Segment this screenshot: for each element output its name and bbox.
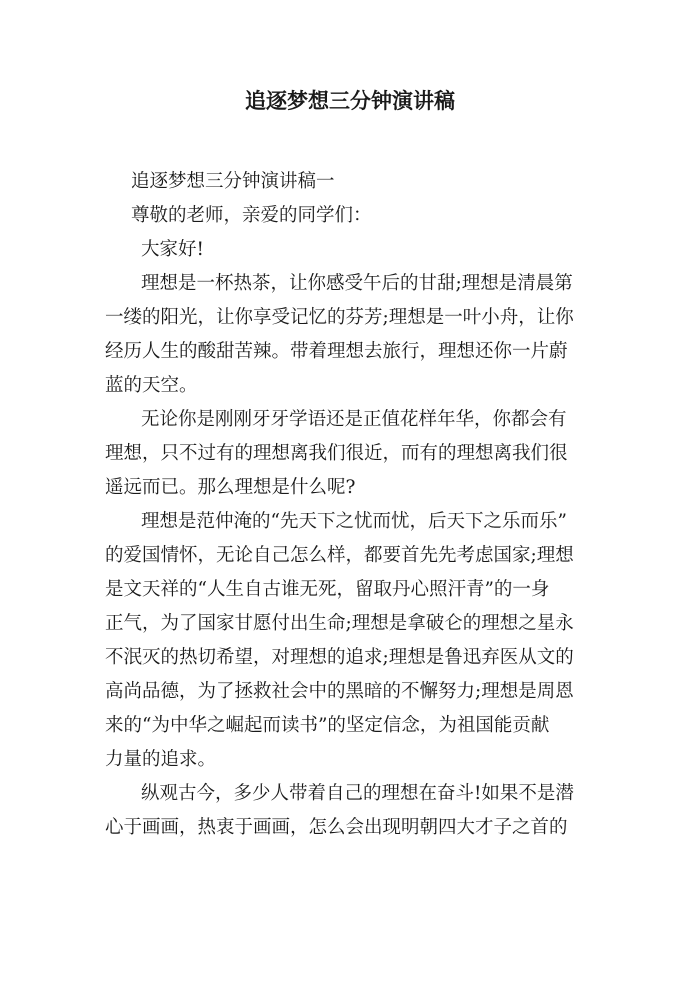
paragraph-line: 的爱国情怀，无论自己怎么样，都要首先先考虑国家;理想 [105,545,574,566]
paragraph-line: 蓝的天空。 [105,375,198,396]
paragraph-line: 心于画画，热衷于画画，怎么会出现明朝四大才子之首的 [105,817,568,838]
paragraph-line: 遥远而已。那么理想是什么呢? [105,477,356,498]
paragraph-line: 力量的追求。 [105,749,217,770]
paragraph-line: 纵观古今，多少人带着自己的理想在奋斗!如果不是潜 [141,783,574,804]
paragraph-line: 来的“为中华之崛起而读书”的坚定信念，为祖国能贡献 [105,715,550,736]
salutation-line: 尊敬的老师，亲爱的同学们： [131,205,372,226]
paragraph-line: 理想，只不过有的理想离我们很近，而有的理想离我们很 [105,443,568,464]
paragraph-line: 一缕的阳光，让你享受记忆的芬芳;理想是一叶小舟，让你 [105,307,574,328]
paragraph-line: 理想是范仲淹的“先天下之忧而忧，后天下之乐而乐” [141,511,567,532]
greeting-line: 大家好! [141,239,204,260]
paragraph-line: 不泯灭的热切希望，对理想的追求;理想是鲁迅弃医从文的 [105,647,574,668]
paragraph-line: 经历人生的酸甜苦辣。带着理想去旅行，理想还你一片蔚 [105,341,568,362]
paragraph-line: 高尚品德，为了拯救社会中的黑暗的不懈努力;理想是周恩 [105,681,574,702]
document-body [105,165,577,845]
paragraph-line: 理想是一杯热茶，让你感受午后的甘甜;理想是清晨第 [141,273,573,294]
paragraph-line: 正气，为了国家甘愿付出生命;理想是拿破仑的理想之星永 [105,613,574,634]
paragraph-line: 是文天祥的“人生自古谁无死，留取丹心照汗青”的一身 [105,579,550,600]
page-title: 追逐梦想三分钟演讲稿 [245,89,455,113]
paragraph-line: 无论你是刚刚牙牙学语还是正值花样年华，你都会有 [141,409,567,430]
subtitle-line: 追逐梦想三分钟演讲稿一 [131,171,335,192]
